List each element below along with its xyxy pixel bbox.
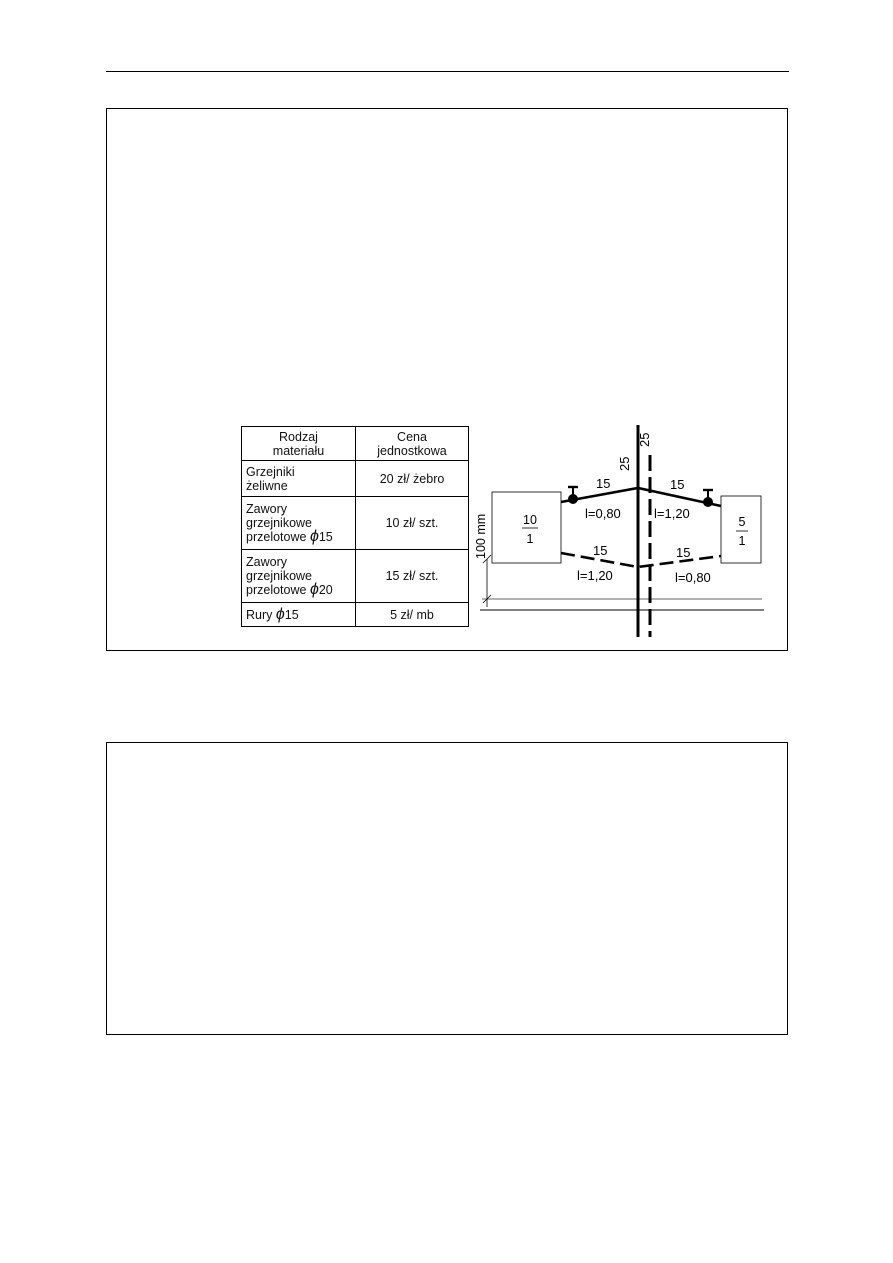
material-line-text: przelotowe (246, 530, 307, 544)
header-rule (106, 71, 789, 72)
price-cell: 15 zł/ szt. (356, 550, 469, 603)
header-price (356, 427, 469, 461)
supply-left-length: l=0,80 (585, 506, 621, 521)
material-cell (242, 603, 356, 627)
right-radiator (721, 496, 761, 563)
diameter-value: 20 (318, 583, 333, 597)
material-line: grzejnikowe (246, 516, 313, 530)
task-frame-bottom (106, 742, 788, 1035)
material-cell (242, 461, 356, 497)
diameter-symbol-icon: ϕ (309, 528, 319, 545)
left-radiator (492, 492, 561, 563)
heating-installation-diagram (472, 425, 772, 637)
return-riser-diameter: 25 (637, 432, 652, 447)
material-line: Grzejniki (246, 464, 295, 479)
material-line: Zawory (246, 555, 287, 569)
diameter-symbol-icon: ϕ (275, 605, 285, 623)
left-radiator-count: 1 (526, 532, 534, 546)
material-line: grzejnikowe (246, 569, 313, 583)
table-row (242, 461, 469, 497)
supply-left-diameter: 15 (596, 476, 611, 491)
price-cell: 10 zł/ szt. (356, 497, 469, 550)
supply-right-length: l=1,20 (654, 506, 690, 521)
material-cell (242, 550, 356, 603)
header-material (242, 427, 356, 461)
return-right-length: l=0,80 (675, 570, 711, 585)
price-cell: 20 zł/ żebro (356, 461, 469, 497)
table-header-row (242, 427, 469, 461)
header-price-line-1: Cena (397, 429, 427, 444)
material-line-text: przelotowe (246, 583, 307, 597)
material-line (246, 583, 351, 597)
table-row (242, 497, 469, 550)
supply-branch (561, 488, 721, 506)
diameter-symbol-icon: ϕ (309, 581, 319, 598)
return-right-diameter: 15 (676, 545, 691, 560)
header-material-line-1: Rodzaj (279, 429, 318, 444)
left-radiator-ribs: 10 (523, 513, 537, 527)
return-left-diameter: 15 (593, 543, 608, 558)
right-radiator-count: 1 (738, 534, 746, 548)
header-price-line-2: jednostkowa (377, 443, 447, 458)
supply-right-diameter: 15 (670, 477, 685, 492)
return-left-length: l=1,20 (577, 568, 613, 583)
return-branch (561, 553, 721, 567)
header-material-line-2: materiału (272, 443, 325, 458)
right-radiator-ribs: 5 (738, 515, 746, 529)
price-cell: 5 zł/ mb (356, 603, 469, 627)
material-line: Rury (246, 607, 273, 622)
table-row (242, 550, 469, 603)
material-line: Zawory (246, 502, 287, 516)
diameter-value: 15 (284, 607, 299, 622)
supply-riser-diameter: 25 (617, 456, 632, 471)
material-cell (242, 497, 356, 550)
material-line (246, 530, 351, 544)
height-dimension-label: 100 mm (474, 513, 488, 559)
material-line: żeliwne (246, 478, 288, 493)
table-row (242, 603, 469, 627)
material-price-table (241, 426, 469, 627)
diameter-value: 15 (318, 530, 333, 544)
